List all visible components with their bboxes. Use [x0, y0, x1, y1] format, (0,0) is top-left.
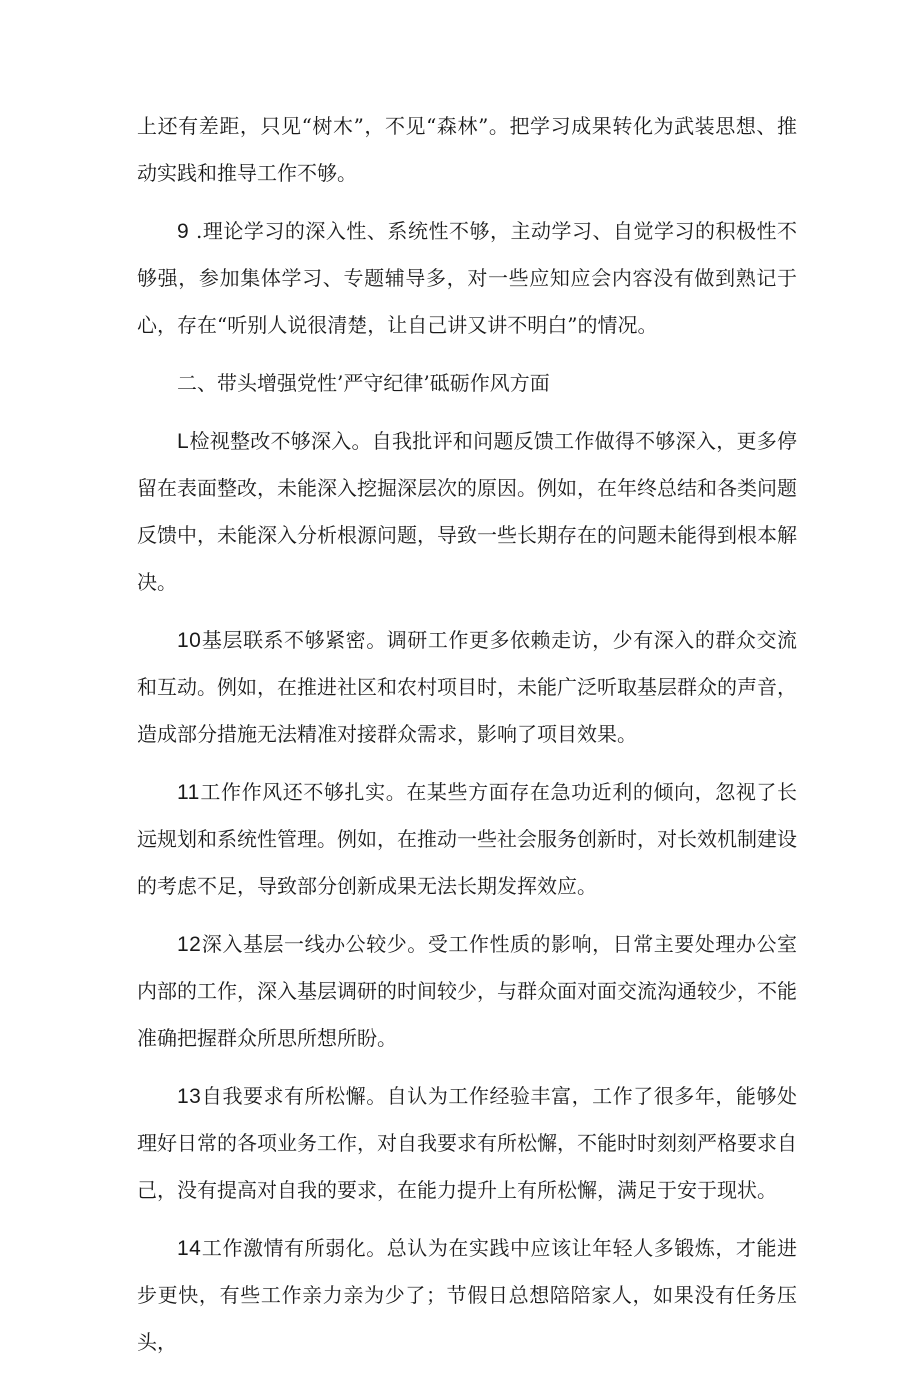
document-body: [137, 103, 797, 1377]
paragraph-text: 检视整改不够深入。自我批评和问题反馈工作做得不够深入，更多停留在表面整改，未能深入挖掘深层次的原因。例如，在年终总结和各类问题反馈中，未能深入分析根源问题，导致一些长期存在的问题未能得到根本解决。: [137, 429, 797, 594]
paragraph-item-13: [137, 1073, 797, 1214]
paragraph-text: 上还有差距，只见“树木”，不见“森林”。把学习成果转化为武装思想、推动实践和推导工作不够。: [137, 114, 797, 185]
item-number: 9: [177, 220, 190, 243]
paragraph-text: 自我要求有所松懈。自认为工作经验丰富，工作了很多年，能够处理好日常的各项业务工作，对自我要求有所松懈，不能时时刻刻严格要求自己，没有提高对自我的要求，在能力提升上有所松懈，满足于安于现状。: [137, 1084, 797, 1202]
item-number: 11: [177, 781, 200, 804]
paragraph-text: 基层联系不够紧密。调研工作更多依赖走访，少有深入的群众交流和互动。例如，在推进社区和农村项目时，未能广泛听取基层群众的声音，造成部分措施无法精准对接群众需求，影响了项目效果。: [137, 628, 797, 746]
paragraph-text: 工作激情有所弱化。总认为在实践中应该让年轻人多锻炼，才能进步更快，有些工作亲力亲为少了；节假日总想陪陪家人，如果没有任务压头，: [137, 1236, 797, 1354]
paragraph-item-9: [137, 208, 797, 349]
paragraph-text: 工作作风还不够扎实。在某些方面存在急功近利的倾向，忽视了长远规划和系统性管理。例如，在推动一些社会服务创新时，对长效机制建设的考虑不足，导致部分创新成果无法长期发挥效应。: [137, 780, 797, 898]
paragraph-item-l: [137, 418, 797, 606]
paragraph-item-10: [137, 617, 797, 758]
paragraph-text: .理论学习的深入性、系统性不够，主动学习、自觉学习的积极性不够强，参加集体学习、专题辅导多，对一些应知应会内容没有做到熟记于心，存在“听别人说很清楚，让自己讲又讲不明白”的情况。: [137, 219, 797, 337]
section-heading: [137, 360, 797, 407]
item-number: 13: [177, 1085, 202, 1108]
item-number: 10: [177, 629, 202, 652]
paragraph-item-11: [137, 769, 797, 910]
paragraph-item-12: [137, 921, 797, 1062]
paragraph-item-14: [137, 1225, 797, 1366]
paragraph-text: 深入基层一线办公较少。受工作性质的影响，日常主要处理办公室内部的工作，深入基层调研的时间较少，与群众面对面交流沟通较少，不能准确把握群众所思所想所盼。: [137, 932, 797, 1050]
item-number: 14: [177, 1237, 202, 1260]
paragraph-continuation: [137, 103, 797, 197]
item-number: 12: [177, 933, 202, 956]
heading-text: 二、带头增强党性’严守纪律’砥砺作风方面: [177, 371, 550, 395]
item-number: L: [177, 430, 190, 453]
